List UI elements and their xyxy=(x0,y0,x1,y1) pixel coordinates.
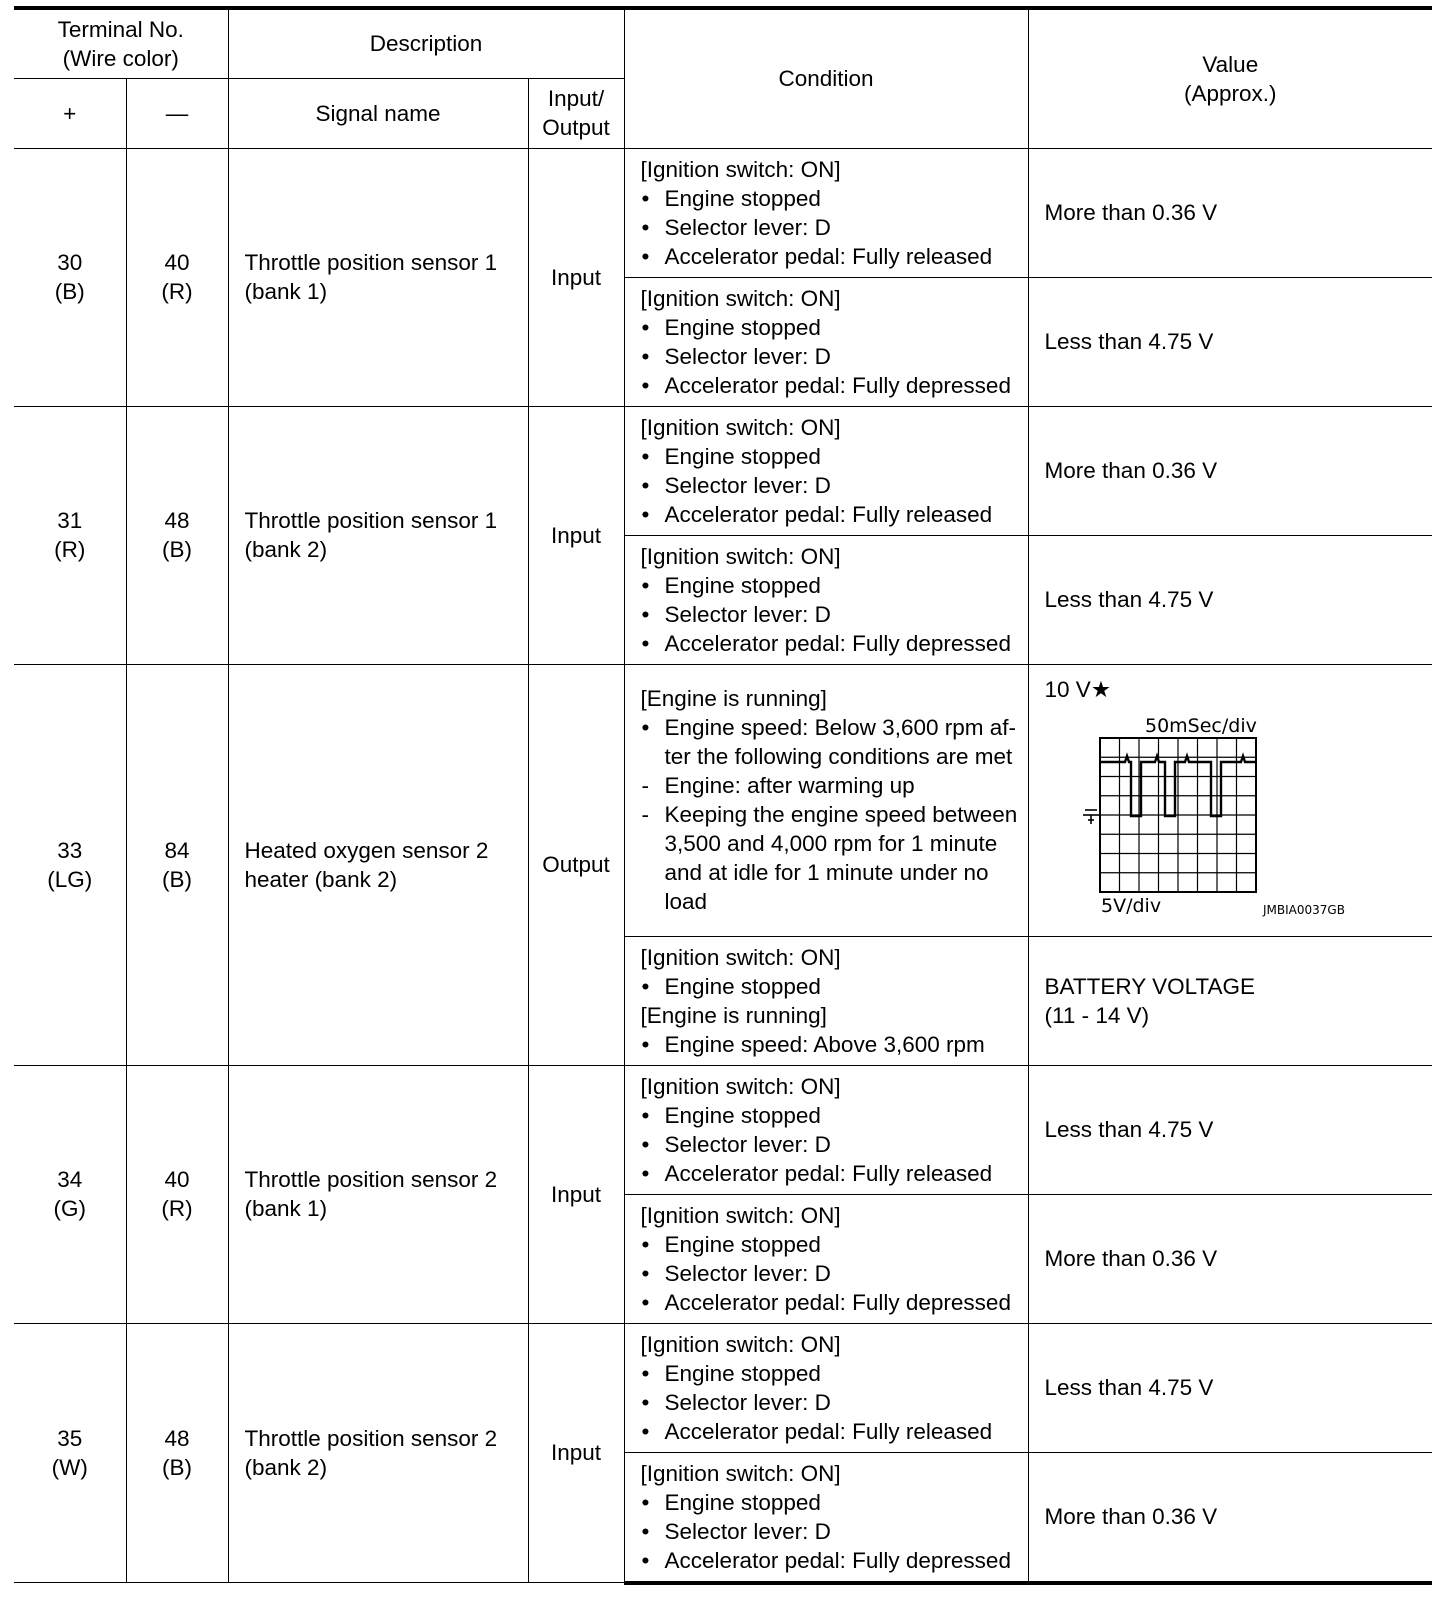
signal-name: Throttle position sensor 2 (bank 2) xyxy=(228,1323,528,1583)
terminal-spec-sheet xyxy=(14,0,1434,1612)
signal-name: Throttle position sensor 2 (bank 1) xyxy=(228,1065,528,1323)
io-header: Input/ Output xyxy=(528,78,624,148)
terminal-no-header: Terminal No. (Wire color) xyxy=(14,8,228,78)
terminal-table xyxy=(14,6,1432,1585)
minus-terminal: 84 (B) xyxy=(126,664,228,1065)
header-row-1 xyxy=(14,8,1432,78)
condition-cell: [Ignition switch: ON] • Engine stopped • Selector lever: D • Accelerator pedal: Fully depressed xyxy=(624,1452,1028,1583)
io-type: Input xyxy=(528,406,624,664)
condition-header: Condition xyxy=(624,8,1028,148)
table-row xyxy=(14,664,1432,936)
value-cell: Less than 4.75 V xyxy=(1028,535,1432,664)
oscilloscope-waveform xyxy=(1045,706,1365,930)
plus-terminal: 33 (LG) xyxy=(14,664,126,1065)
minus-terminal: 48 (B) xyxy=(126,1323,228,1583)
io-type: Input xyxy=(528,1323,624,1583)
condition-cell: [Ignition switch: ON] • Engine stopped • Selector lever: D • Accelerator pedal: Fully released xyxy=(624,148,1028,277)
value-label: 10 V★ xyxy=(1044,676,1111,702)
value-cell: More than 0.36 V xyxy=(1028,1194,1432,1323)
figure-id: JMBIA0037GB xyxy=(1262,902,1345,917)
condition-cell: [Ignition switch: ON] • Engine stopped • Selector lever: D • Accelerator pedal: Fully depressed xyxy=(624,1194,1028,1323)
value-cell: Less than 4.75 V xyxy=(1028,1065,1432,1194)
plus-header: + xyxy=(14,78,126,148)
value-cell: Less than 4.75 V xyxy=(1028,277,1432,406)
value-cell: More than 0.36 V xyxy=(1028,1452,1432,1583)
value-header: Value (Approx.) xyxy=(1028,8,1432,148)
condition-cell: [Ignition switch: ON] • Engine stopped • Selector lever: D • Accelerator pedal: Fully released xyxy=(624,1065,1028,1194)
table-row xyxy=(14,406,1432,535)
signal-name: Throttle position sensor 1 (bank 1) xyxy=(228,148,528,406)
table-row xyxy=(14,148,1432,277)
time-div-label: 50mSec/div xyxy=(1144,714,1257,737)
description-header: Description xyxy=(228,8,624,78)
table-row xyxy=(14,1323,1432,1452)
condition-cell: [Ignition switch: ON] • Engine stopped • Selector lever: D • Accelerator pedal: Fully depressed xyxy=(624,535,1028,664)
value-cell: Less than 4.75 V xyxy=(1028,1323,1432,1452)
waveform-value-cell xyxy=(1028,664,1432,936)
minus-terminal: 48 (B) xyxy=(126,406,228,664)
value-cell: More than 0.36 V xyxy=(1028,148,1432,277)
minus-header: — xyxy=(126,78,228,148)
minus-terminal: 40 (R) xyxy=(126,1065,228,1323)
condition-cell: [Ignition switch: ON] • Engine stopped [Engine is running] • Engine speed: Above 3,600 rpm xyxy=(624,936,1028,1065)
signal-name-header: Signal name xyxy=(228,78,528,148)
plus-terminal: 31 (R) xyxy=(14,406,126,664)
io-type: Output xyxy=(528,664,624,1065)
minus-terminal: 40 (R) xyxy=(126,148,228,406)
condition-cell: [Engine is running] • Engine speed: Below 3,600 rpm af- ter the following conditions are met - Engine: after warming up - Keeping the engine speed between 3,500 and 4,000 rpm for 1 minute and at idle for 1 minute under no load xyxy=(624,664,1028,936)
value-cell: More than 0.36 V xyxy=(1028,406,1432,535)
waveform-graph xyxy=(1045,706,1365,926)
ground-symbol-icon xyxy=(1083,810,1099,824)
io-type: Input xyxy=(528,1065,624,1323)
condition-cell: [Ignition switch: ON] • Engine stopped • Selector lever: D • Accelerator pedal: Fully depressed xyxy=(624,277,1028,406)
condition-cell: [Ignition switch: ON] • Engine stopped • Selector lever: D • Accelerator pedal: Fully released xyxy=(624,1323,1028,1452)
plus-terminal: 35 (W) xyxy=(14,1323,126,1583)
condition-cell: [Ignition switch: ON] • Engine stopped • Selector lever: D • Accelerator pedal: Fully released xyxy=(624,406,1028,535)
plus-terminal: 34 (G) xyxy=(14,1065,126,1323)
signal-name: Heated oxygen sensor 2 heater (bank 2) xyxy=(228,664,528,1065)
plus-terminal: 30 (B) xyxy=(14,148,126,406)
value-cell: BATTERY VOLTAGE (11 - 14 V) xyxy=(1028,936,1432,1065)
io-type: Input xyxy=(528,148,624,406)
table-row xyxy=(14,1065,1432,1194)
volt-div-label: 5V/div xyxy=(1100,894,1161,917)
signal-name: Throttle position sensor 1 (bank 2) xyxy=(228,406,528,664)
